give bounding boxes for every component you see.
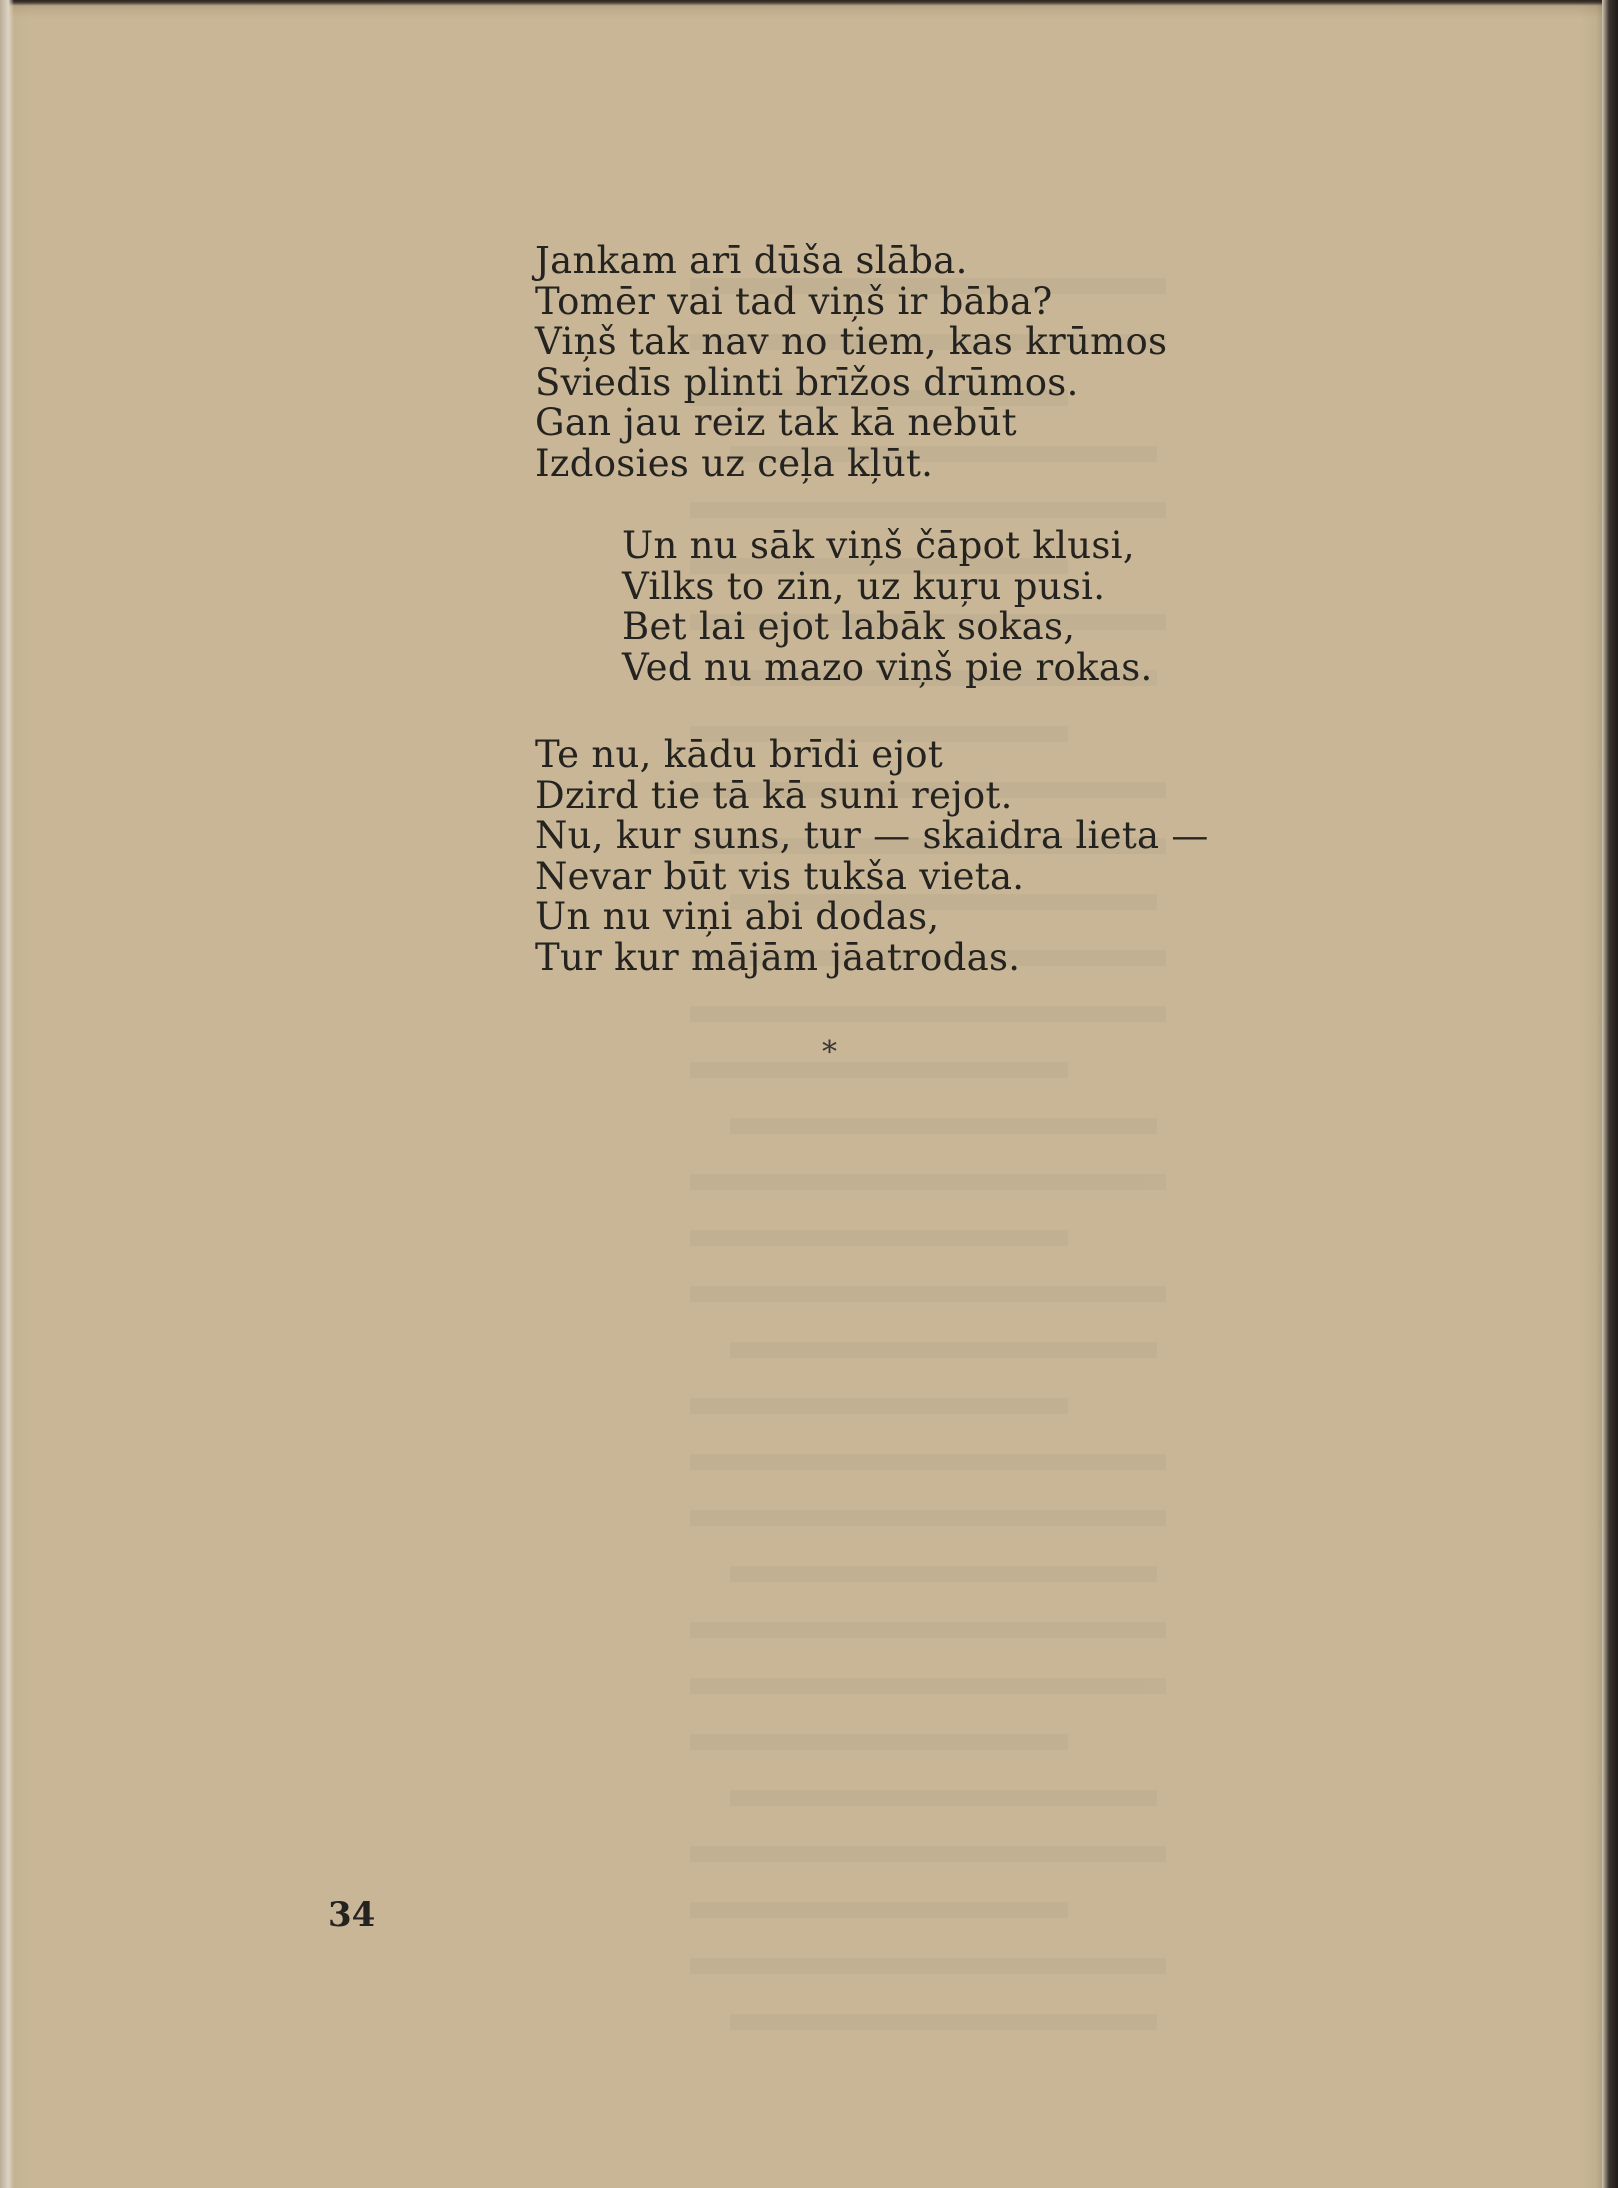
poem-line: Nevar būt vis tukša vieta. [535, 854, 1025, 898]
poem-line: Jankam arī dūša slāba. [535, 239, 968, 282]
page-right-edge [1602, 0, 1618, 2188]
poem-line: Ved nu mazo viņš pie rokas. [622, 645, 1153, 689]
poem-line: Sviedīs plinti brīžos drūmos. [535, 360, 1079, 404]
poem-line: Te nu, kādu brīdi ejot [535, 733, 943, 776]
page-left-gutter [0, 0, 14, 2188]
poem-line: Gan jau reiz tak kā nebūt [535, 401, 1017, 444]
poem-line: Tur kur mājām jāatrodas. [535, 935, 1021, 979]
page-top-shadow [0, 0, 1618, 6]
poem-line: Viņš tak nav no tiem, kas krūmos [535, 320, 1168, 363]
page-number: 34 [328, 1895, 376, 1935]
poem-line: Vilks to zin, uz kuŗu pusi. [622, 564, 1106, 608]
poem-line: Dzird tie tā kā suni rejot. [535, 773, 1013, 817]
poem-line: Nu, kur suns, tur — skaidra lieta — [535, 814, 1209, 857]
poem-line: Un nu viņi abi dodas, [535, 895, 940, 938]
stanza-3 [535, 735, 1209, 978]
stanza-1 [535, 241, 1167, 484]
section-separator-asterisk: * [822, 1035, 837, 1070]
poem-line: Un nu sāk viņš čāpot klusi, [622, 524, 1135, 567]
poem-line: Izdosies uz ceļa kļūt. [535, 441, 934, 485]
poem-line: Bet lai ejot labāk sokas, [622, 605, 1076, 648]
reverse-side-bleed-through [690, 238, 1300, 1888]
poem-line: Tomēr vai tad viņš ir bāba? [535, 279, 1053, 323]
stanza-2 [622, 526, 1153, 688]
